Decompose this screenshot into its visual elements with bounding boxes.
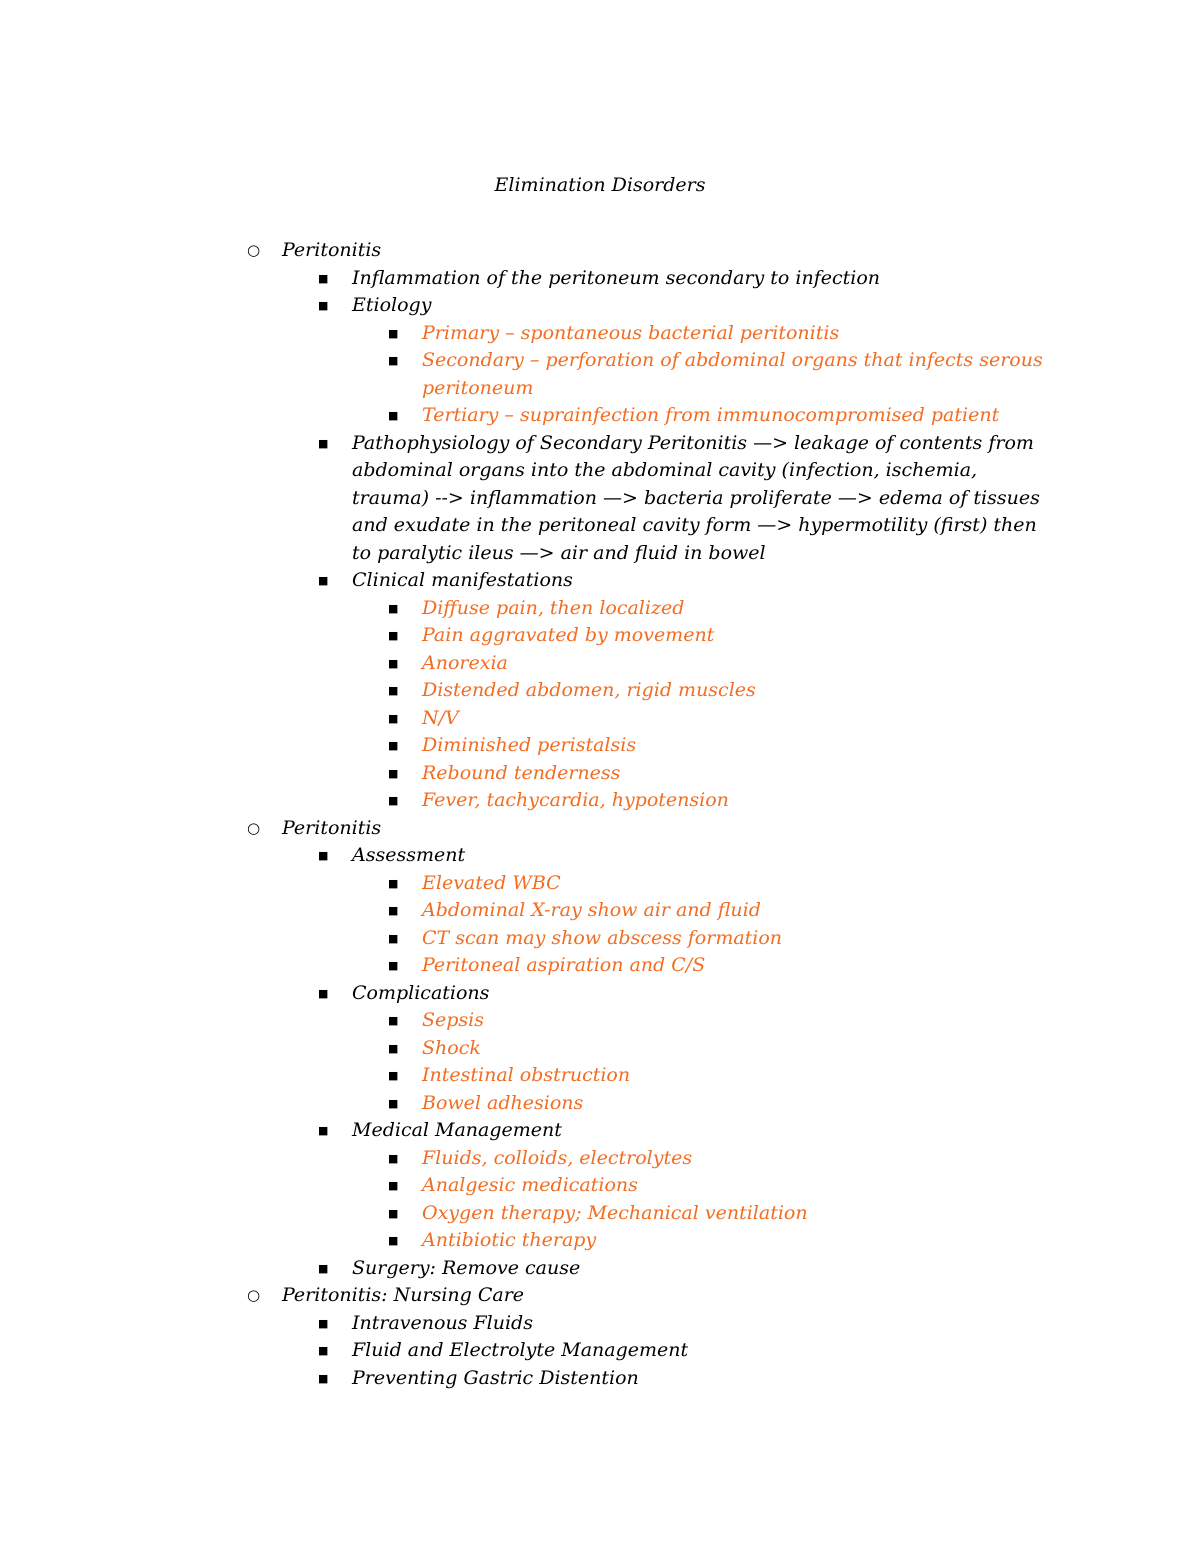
square-bullet-icon: ■ bbox=[388, 711, 399, 725]
list-item-level-2 bbox=[0, 1255, 1052, 1283]
list-item-text: Diffuse pain, then localized bbox=[422, 596, 685, 619]
list-item-level-2 bbox=[0, 1337, 1052, 1365]
list-item-text: Preventing Gastric Distention bbox=[352, 1366, 639, 1389]
list-item-text: Abdominal X-ray show air and fluid bbox=[422, 899, 761, 921]
list-item-level-3 bbox=[0, 347, 1052, 402]
list-item-text: Antibiotic therapy bbox=[422, 1229, 597, 1251]
list-item-text: Bowel adhesions bbox=[422, 1091, 584, 1114]
square-bullet-icon: ■ bbox=[388, 931, 399, 945]
list-item-text: Surgery: Remove cause bbox=[352, 1256, 581, 1279]
square-bullet-icon: ■ bbox=[388, 1206, 399, 1220]
list-item-level-2 bbox=[0, 1365, 1052, 1393]
square-bullet-icon: ■ bbox=[388, 739, 399, 752]
list-item-level-3 bbox=[0, 1200, 1052, 1228]
list-item-text: Assessment bbox=[352, 844, 466, 866]
list-item-level-3 bbox=[0, 952, 1052, 980]
square-bullet-icon: ■ bbox=[388, 1151, 399, 1165]
list-item-text: Pain aggravated by movement bbox=[422, 624, 715, 646]
list-item-level-3 bbox=[0, 897, 1052, 925]
list-item-text: Peritonitis bbox=[282, 816, 382, 839]
list-item-text: Peritonitis: Nursing Care bbox=[282, 1284, 525, 1306]
list-item-text: Peritoneal aspiration and C/S bbox=[422, 954, 706, 976]
list-item-text: Diminished peristalsis bbox=[422, 734, 637, 756]
list-item-text: Anorexia bbox=[422, 651, 508, 674]
hollow-bullet-icon: ○ bbox=[247, 818, 261, 837]
list-item-level-3 bbox=[0, 1090, 1052, 1118]
square-bullet-icon: ■ bbox=[388, 794, 399, 807]
list-item-level-3 bbox=[0, 732, 1052, 760]
list-item-level-3 bbox=[0, 677, 1052, 705]
square-bullet-icon: ■ bbox=[388, 409, 399, 422]
list-item-level-2 bbox=[0, 430, 1052, 568]
list-item-text: Analgesic medications bbox=[422, 1174, 638, 1196]
square-bullet-icon: ■ bbox=[318, 436, 329, 450]
square-bullet-icon: ■ bbox=[318, 1261, 329, 1275]
list-item-text: CT scan may show abscess formation bbox=[422, 926, 783, 949]
list-item-level-3 bbox=[0, 925, 1052, 953]
list-item-level-2 bbox=[0, 980, 1052, 1008]
list-item-level-3 bbox=[0, 320, 1052, 348]
list-item-level-1 bbox=[0, 237, 1052, 265]
square-bullet-icon: ■ bbox=[318, 1344, 329, 1357]
square-bullet-icon: ■ bbox=[388, 601, 399, 615]
square-bullet-icon: ■ bbox=[388, 766, 399, 780]
list-item-level-2 bbox=[0, 1310, 1052, 1338]
list-item-text: Elevated WBC bbox=[422, 871, 561, 894]
square-bullet-icon: ■ bbox=[388, 656, 399, 670]
list-item-text: Intestinal obstruction bbox=[422, 1064, 631, 1086]
hollow-bullet-icon: ○ bbox=[247, 1286, 261, 1304]
list-item-level-2 bbox=[0, 265, 1052, 293]
list-item-level-3 bbox=[0, 1007, 1052, 1035]
list-item-level-2 bbox=[0, 292, 1052, 320]
list-item-text: Medical Management bbox=[352, 1119, 562, 1141]
list-item-level-3 bbox=[0, 1062, 1052, 1090]
square-bullet-icon: ■ bbox=[318, 299, 329, 312]
list-item-text: Fluid and Electrolyte Management bbox=[352, 1339, 689, 1361]
list-item-level-3 bbox=[0, 595, 1052, 623]
list-item-text: Primary – spontaneous bacterial peritonitis bbox=[422, 321, 840, 344]
list-item-level-3 bbox=[0, 402, 1052, 430]
list-item-level-2 bbox=[0, 567, 1052, 595]
list-item-text: Inflammation of the peritoneum secondary to infection bbox=[352, 266, 881, 289]
list-item-level-3 bbox=[0, 1145, 1052, 1173]
square-bullet-icon: ■ bbox=[318, 1316, 329, 1330]
list-item-text: Complications bbox=[352, 981, 490, 1004]
list-item-text: Tertiary – suprainfection from immunocompromised patient bbox=[422, 404, 1000, 426]
list-item-text: Pathophysiology of Secondary Peritonitis —> leakage of contents from abdominal organs into the abdominal cavity (infection, ischemia, trauma) --> inflammation —> bacteria proliferate —> edema of tissues and exudate in the peritoneal cavity form —> hypermotility (first) then to paralytic ileus —> air and fluid in bowel bbox=[352, 431, 1040, 564]
square-bullet-icon: ■ bbox=[318, 849, 329, 862]
list-item-level-2 bbox=[0, 842, 1052, 870]
list-item-level-1 bbox=[0, 815, 1052, 843]
list-item-level-3 bbox=[0, 1227, 1052, 1255]
square-bullet-icon: ■ bbox=[318, 271, 329, 285]
square-bullet-icon: ■ bbox=[388, 629, 399, 642]
list-item-text: Distended abdomen, rigid muscles bbox=[422, 679, 756, 701]
square-bullet-icon: ■ bbox=[388, 876, 399, 890]
list-item-level-2 bbox=[0, 1117, 1052, 1145]
document-title: Elimination Disorders bbox=[494, 174, 706, 196]
list-item-text: Fever, tachycardia, hypotension bbox=[422, 789, 729, 811]
list-item-text: Rebound tenderness bbox=[422, 761, 621, 784]
list-item-text: Peritonitis bbox=[282, 239, 382, 261]
list-item-text: Clinical manifestations bbox=[352, 569, 573, 591]
square-bullet-icon: ■ bbox=[388, 1179, 399, 1192]
list-item-text: Secondary – perforation of abdominal organs that infects serous peritoneum bbox=[422, 349, 1043, 399]
square-bullet-icon: ■ bbox=[318, 986, 329, 1000]
list-item-text: N/V bbox=[422, 706, 459, 729]
list-item-text: Oxygen therapy; Mechanical ventilation bbox=[422, 1201, 808, 1224]
square-bullet-icon: ■ bbox=[318, 574, 329, 587]
list-item-level-1 bbox=[0, 1282, 1052, 1310]
list-item-level-3 bbox=[0, 870, 1052, 898]
square-bullet-icon: ■ bbox=[388, 1096, 399, 1110]
square-bullet-icon: ■ bbox=[388, 1069, 399, 1082]
hollow-bullet-icon: ○ bbox=[247, 241, 261, 259]
list-item-level-3 bbox=[0, 650, 1052, 678]
square-bullet-icon: ■ bbox=[388, 959, 399, 972]
square-bullet-icon: ■ bbox=[388, 354, 399, 367]
square-bullet-icon: ■ bbox=[318, 1371, 329, 1385]
list-item-level-3 bbox=[0, 1172, 1052, 1200]
list-item-text: Etiology bbox=[352, 294, 432, 316]
list-item-level-3 bbox=[0, 760, 1052, 788]
list-item-text: Sepsis bbox=[422, 1009, 485, 1031]
list-item-text: Fluids, colloids, electrolytes bbox=[422, 1146, 693, 1169]
list-item-level-3 bbox=[0, 705, 1052, 733]
list-item-level-3 bbox=[0, 622, 1052, 650]
list-item-text: Shock bbox=[422, 1036, 481, 1059]
list-item-text: Intravenous Fluids bbox=[352, 1311, 533, 1334]
square-bullet-icon: ■ bbox=[388, 684, 399, 697]
list-item-level-3 bbox=[0, 787, 1052, 815]
square-bullet-icon: ■ bbox=[388, 326, 399, 340]
square-bullet-icon: ■ bbox=[388, 1014, 399, 1027]
square-bullet-icon: ■ bbox=[388, 904, 399, 917]
list-item-level-3 bbox=[0, 1035, 1052, 1063]
square-bullet-icon: ■ bbox=[318, 1124, 329, 1137]
square-bullet-icon: ■ bbox=[388, 1041, 399, 1055]
square-bullet-icon: ■ bbox=[388, 1234, 399, 1247]
outline-list bbox=[0, 237, 1200, 1392]
